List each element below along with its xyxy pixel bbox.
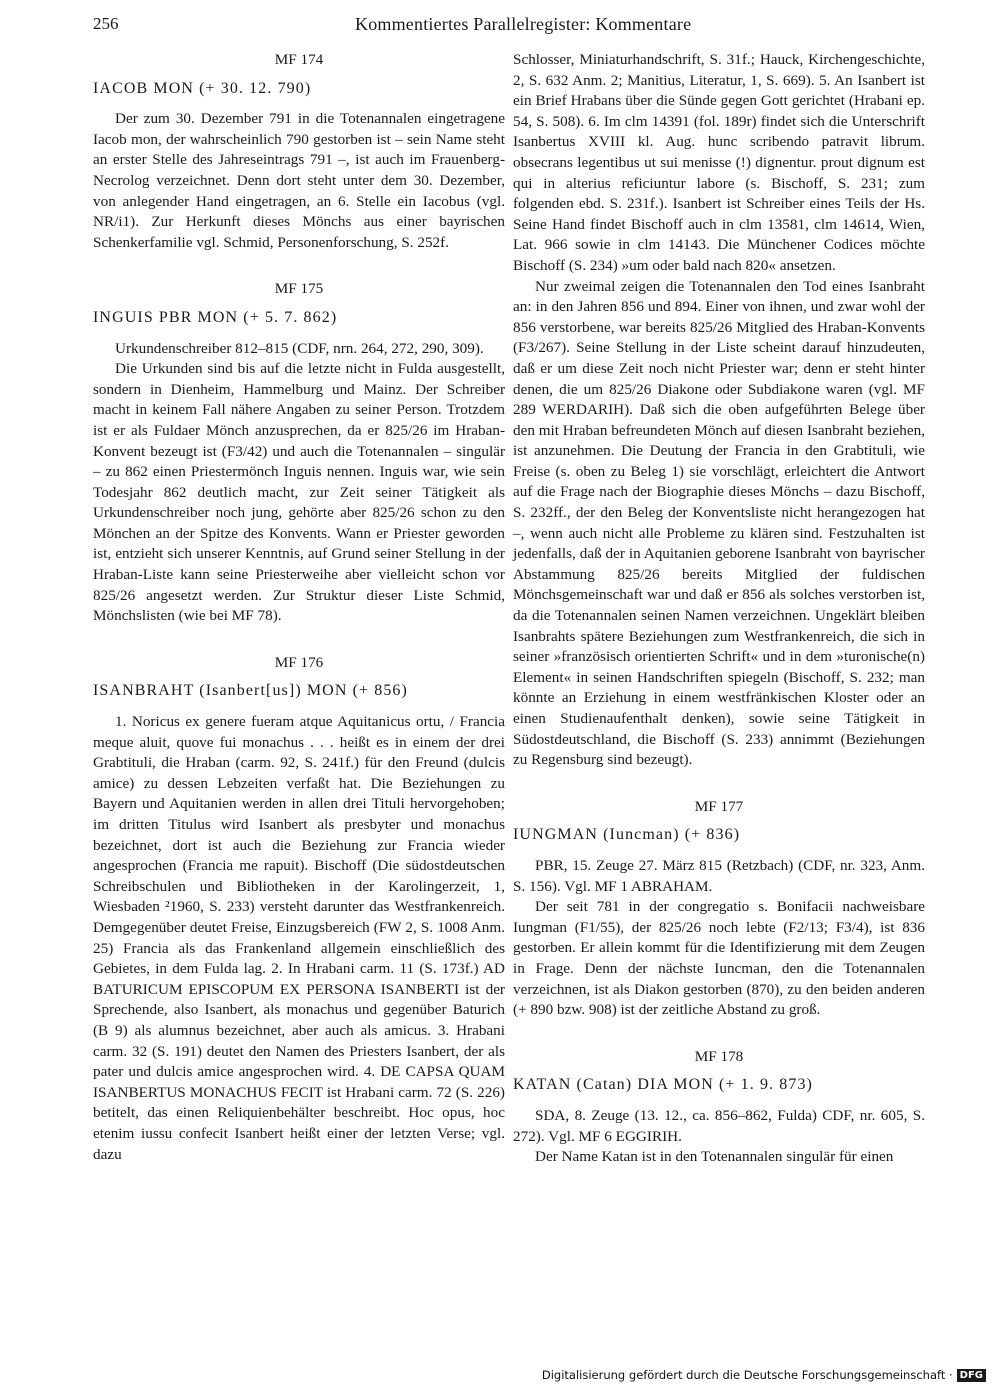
entry-paragraph: Der Name Katan ist in den Totenannalen singulär für einen bbox=[535, 1148, 894, 1166]
entry-paragraph: Der seit 781 in der congregatio s. Bonifacii nachweisbare Iungman (F1/55), der 825/26 noch lebte (F2/13; F3/4), ist 836 gestorben. Er allein kommt für die Identifizierung mit dem Zeugen in Frage. Denn der nächste Iuncman, den die Totenannalen verzeichnen, ist als Diakon gestorben (870), zu den beiden anderen (+ 890 bzw. 908) ist der zeitliche Abstand zu groß. bbox=[513, 898, 925, 1019]
entry-number-mf178: MF 178 bbox=[694, 1047, 744, 1065]
entry-number-mf174: MF 174 bbox=[274, 51, 324, 68]
entry-number-mf176: MF 176 bbox=[274, 653, 324, 671]
entry-paragraph: Schlosser, Miniaturhandschrift, S. 31f.; Hauck, Kirchengeschichte, 2, S. 632 Anm. 2; Manitius, Literatur, 1, S. 669). 5. An Isanbert ist ein Brief Hrabans über die Sünde gegen Gott gerichtet (Hrabani ep. 54, S. 508). 6. Im clm 14391 (fol. 189r) findet sich die Unterschrift Isanbertus XVIII kl. Aug. hunc scribendo patravit librum. obsecrans legentibus ut sui menisse (!) dignentur. prout dignum est qui in alterius reficiuntur labore (s. Bischoff, S. 231; zum folgenden ebd. S. 231f.). Isanbert ist Schreiber eines Teils der Hs. Seine Hand findet Bischoff auch in clm 13581, clm 14614, Wien, Lat. 966 sowie in clm 14143. Die Münchener Codices möchte Bischoff (S. 234) »um oder bald nach 820« ansetzen. bbox=[513, 51, 925, 274]
running-head: Kommentiertes Parallelregister: Kommentare bbox=[355, 14, 692, 34]
entry-paragraph: Der zum 30. Dezember 791 in die Totenannalen eingetragene Iacob mon, der wahrscheinlich 790 gestorben ist – sein Name steht an erster Stelle des Jahreseintrags 791 –, ist auch im Frauenberg-Necrolog verzeichnet. Denn dort steht unter dem 30. Dezember, von anlegender Hand eingetragen, an 6. Stelle ein Iacobus (vgl. NR/i1). Zur Herkunft dieses Mönchs aus einer bayrischen Schenkerfamilie vgl. Schmid, Personenforschung, S. 252f. bbox=[93, 110, 505, 251]
entry-number-mf177: MF 177 bbox=[694, 797, 744, 815]
entry-paragraph: Urkundenschreiber 812–815 (CDF, nrn. 264, 272, 290, 309). bbox=[115, 339, 484, 357]
entry-heading-iacob: IACOB MON (+ 30. 12. 790) bbox=[93, 79, 312, 97]
entry-paragraph: Nur zweimal zeigen die Totenannalen den Tod eines Isanbraht an: in den Jahren 856 und 894. Einer von ihnen, und zwar wohl der 856 verstorbene, war bereits 825/26 Mitglied des Hraban-Konvents (F3/267). Seine Stellung in der Liste scheint darauf hinzudeuten, daß er um diese Zeit noch nicht Priester war; denn er steht hinter denen, die um 825/26 Diakone oder Subdiakone waren (vgl. MF 289 WERDARIH). Daß sich die oben aufgeführten Belege über den mit Hraban befreundeten Mönch auf diesen Isanbraht beziehen, ist anzunehmen. Die Deutung der Francia in den Grabtituli, wie Freise (s. oben zu Beleg 1) sie vorschlägt, erleichtert die Antwort auf die Frage nach der Biographie dieses Mönchs – dazu Bischoff, S. 232ff., der den Beleg der Konventsliste nicht herangezogen hat –, wenn auch nicht alle Probleme zu klären sind. Festzuhalten ist jedenfalls, daß der in Aquitanien geborene Isanbraht von bayrischer Abstammung 825/26 bereits Mitglied der fuldischen Mönchsgemeinschaft war und daß er 856 als solches verstorben ist, da die Totenannalen seinen Namen verzeichnen. Ungeklärt bleiben Isanbrahts spätere Beziehungen zum Westfrankenreich, die sich in seiner »französisch orientierten Schrift« und in dem »turonische(n) Element« in seinen Handschriften spiegeln (Bischoff, S. 232; man könnte an Erziehung in einem westfränkischen Kloster oder an einen Studienaufenthalt denken), sowie seine Tätigkeit in Südostdeutschland, die Bischoff (S. 233) annimmt (Beziehungen zu Regensburg sind bezeugt). bbox=[513, 277, 926, 769]
right-column bbox=[513, 50, 925, 1168]
entry-paragraph: Die Urkunden sind bis auf die letzte nicht in Fulda ausgestellt, sondern in Dienheim, Hammelburg und Mainz. Der Schreiber macht in keinem Fall nähere Angaben zu seiner Person. Trotzdem ist er als Fuldaer Mönch anzusprechen, da er 825/26 im Hraban-Konvent bezeugt ist (F3/42) und auch die Totenannalen – singulär – zu 862 einen Priestermönch Inguis nennen. Inguis war, wie sein Todesjahr 862 deutlich macht, zur Zeit seiner Tätigkeit als Urkundenschreiber noch jung, gehörte aber 825/26 schon zu den Mönchen an der Spitze des Konvents. Wann er Priester geworden ist, entzieht sich unserer Kenntnis, auf Grund seiner Stellung in der Hraban-Liste kann seine Priesterweihe aber vielleicht schon vor 825/26 angesetzt werden. Zur Struktur dieser Liste Schmid, Mönchslisten (wie bei MF 78). bbox=[93, 360, 505, 625]
entry-number-mf175: MF 175 bbox=[274, 280, 324, 298]
left-column bbox=[93, 50, 505, 1165]
page-number: 256 bbox=[93, 14, 119, 33]
entry-heading-iungman: IUNGMAN (Iuncman) (+ 836) bbox=[513, 826, 741, 844]
entry-paragraph: PBR, 15. Zeuge 27. März 815 (Retzbach) (CDF, nr. 323, Anm. S. 156). Vgl. MF 1 ABRAHAM. bbox=[513, 856, 925, 895]
funding-text: Digitalisierung gefördert durch die Deutsche Forschungsgemeinschaft · bbox=[541, 1368, 953, 1382]
entry-paragraph: SDA, 8. Zeuge (13. 12., ca. 856–862, Fulda) CDF, nr. 605, S. 272). Vgl. MF 6 EGGIRIH. bbox=[513, 1106, 925, 1145]
entry-heading-isanbraht: ISANBRAHT (Isanbert[us]) MON (+ 856) bbox=[93, 682, 408, 700]
entry-heading-inguis: INGUIS PBR MON (+ 5. 7. 862) bbox=[93, 308, 338, 326]
entry-heading-katan: KATAN (Catan) DIA MON (+ 1. 9. 873) bbox=[513, 1076, 813, 1094]
dfg-logo: DFG bbox=[957, 1369, 986, 1382]
funding-footer bbox=[542, 1368, 986, 1382]
entry-paragraph: 1. Noricus ex genere fueram atque Aquitanicus ortu, / Francia meque aluit, quove fui monachus . . . heißt es in einem der drei Grabtituli, die Hraban (carm. 92, S. 241f.) für den Freund (dulcis amice) zu dessen Lebzeiten verfaßt hat. Die Beziehungen zu Bayern und Aquitanien werden in allen drei Tituli hervorgehoben; im dritten Titulus wird Isanbert als presbyter und monachus bezeichnet, dort ist auch die Beziehung zur Francia wieder angesprochen (Francia me rapuit). Bischoff (Die südostdeutschen Schreibschulen und Bibliotheken in der Karolingerzeit, 1, Wiesbaden ²1960, S. 233) versteht darunter das Westfrankenreich. Demgegenüber deutet Freise, Einzugsbereich (FW 2, S. 1008 Anm. 25) Francia als das Frankenland allgemein einschließlich des Gebietes, in dem Fulda lag. 2. In Hrabani carm. 11 (S. 173f.) AD BATURICUM EPISCOPUM EX PERSONA ISANBERTI ist der Sprechende, also Isanbert, als monachus und gegenüber Baturich (B 9) als alumnus bezeichnet, aber auch als amicus. 3. Hrabani carm. 32 (S. 191) deutet den Namen des Priesters Isanbert, der als pater und dulcis amice angesprochen wird. 4. DE CAPSA QUAM ISANBERTUS MONACHUS FECIT ist Hrabani carm. 72 (S. 226) betitelt, das einen Reliquienbehälter beschreibt. Hoc opus, hoc etenim iussu confecit Isanbert heißt einer der letzten Verse; vgl. dazu bbox=[93, 713, 505, 1163]
